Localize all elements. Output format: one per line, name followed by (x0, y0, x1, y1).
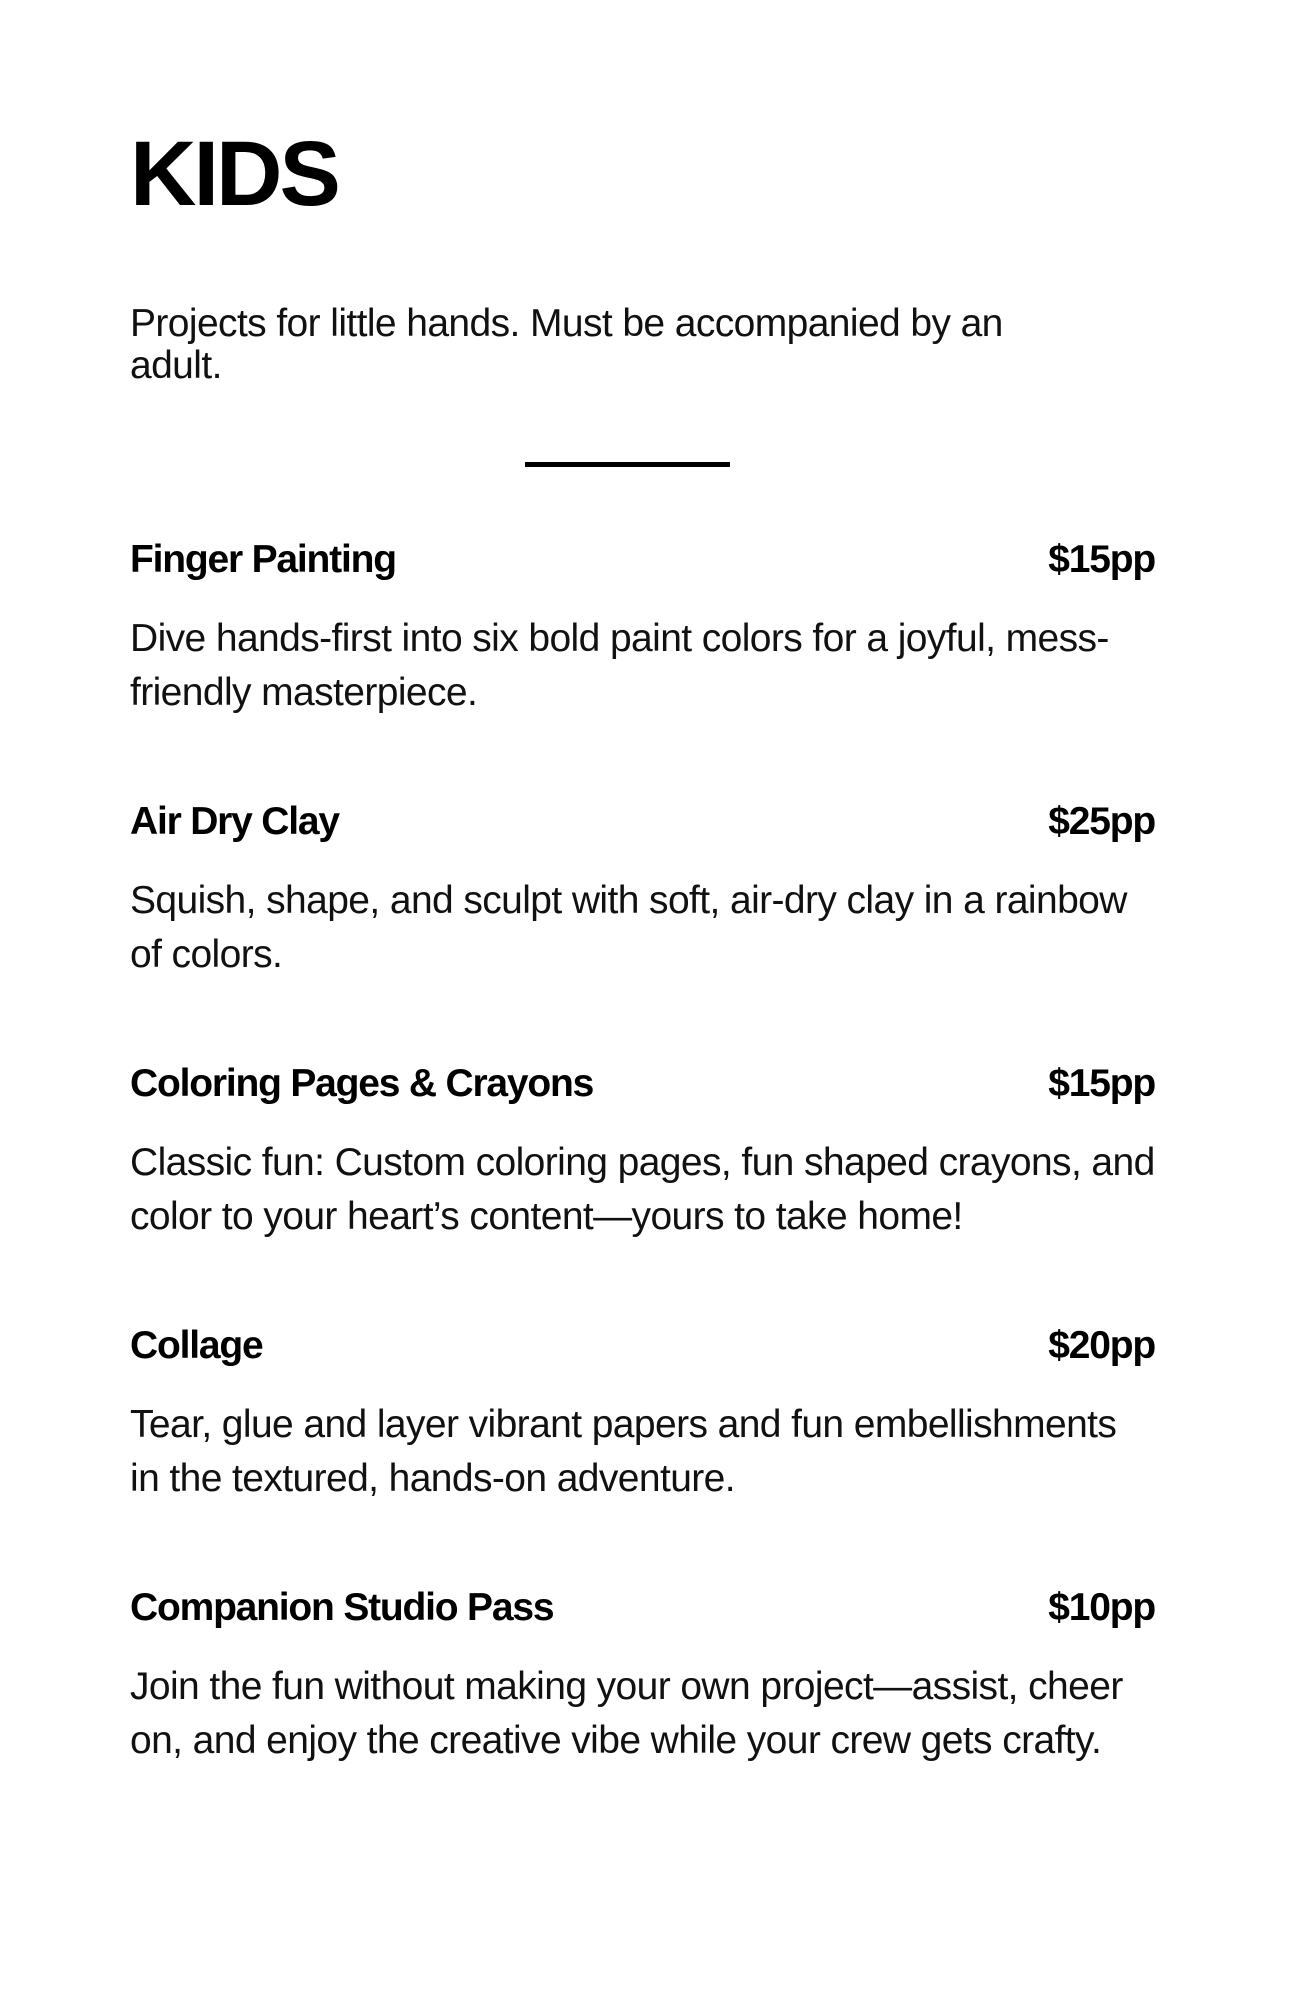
menu-item (130, 1578, 1155, 1840)
item-description: Classic fun: Custom coloring pages, fun shaped crayons, and color to your heart’s content—yours to take home! (130, 1141, 1155, 1238)
item-price: $25pp (1048, 800, 1155, 843)
item-name: Finger Painting (130, 538, 396, 581)
item-description: Dive hands-first into six bold paint colors for a joyful, mess-friendly masterpiece. (130, 617, 1109, 714)
item-price: $20pp (1048, 1324, 1155, 1367)
intro-text: Projects for little hands. Must be accompanied by an adult. (130, 302, 1003, 387)
menu-items (130, 530, 1155, 1840)
menu-item (130, 1316, 1155, 1578)
menu-item (130, 1054, 1155, 1316)
item-name: Coloring Pages & Crayons (130, 1062, 594, 1105)
item-description: Tear, glue and layer vibrant papers and fun embellishments in the textured, hands-on adventure. (130, 1403, 1117, 1500)
page-title: KIDS (130, 123, 338, 225)
item-name: Air Dry Clay (130, 800, 339, 843)
menu-page (130, 0, 1155, 2000)
item-description: Squish, shape, and sculpt with soft, air-dry clay in a rainbow of colors. (130, 879, 1127, 976)
menu-item (130, 792, 1155, 1054)
item-name: Collage (130, 1324, 263, 1367)
item-name: Companion Studio Pass (130, 1586, 554, 1629)
menu-item (130, 530, 1155, 792)
item-price: $15pp (1048, 1062, 1155, 1105)
item-price: $10pp (1048, 1586, 1155, 1629)
divider (525, 462, 730, 467)
item-price: $15pp (1048, 538, 1155, 581)
item-description: Join the fun without making your own project—assist, cheer on, and enjoy the creative vibe while your crew gets crafty. (130, 1665, 1123, 1762)
